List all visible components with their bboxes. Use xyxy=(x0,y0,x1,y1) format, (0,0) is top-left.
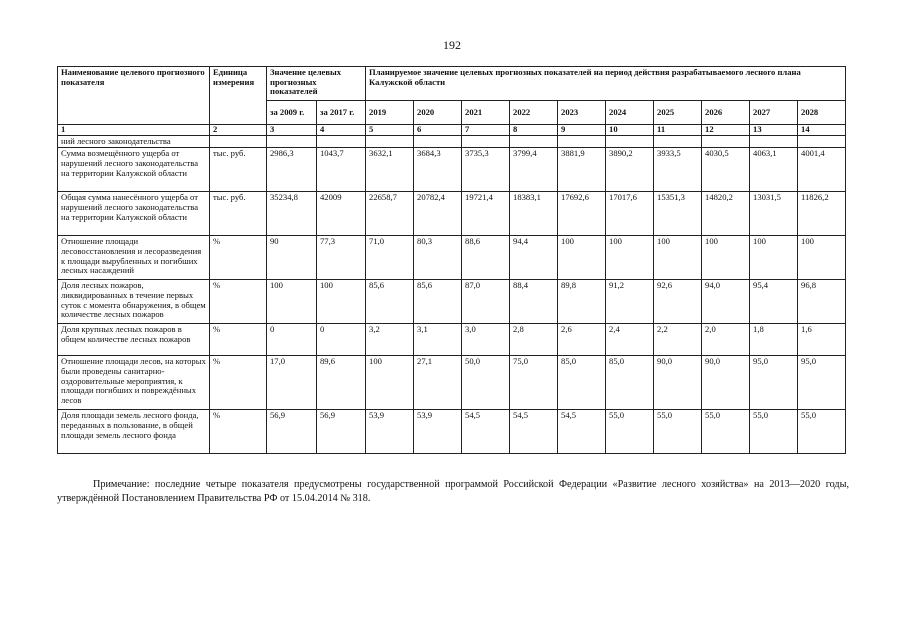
table-row xyxy=(58,324,846,356)
header-year: 2020 xyxy=(414,101,462,125)
indicator-name: Сумма возмещённого ущерба от нарушений лесного законодательства на территории Калужской области xyxy=(58,148,210,192)
header-year: 2028 xyxy=(798,101,846,125)
column-number: 6 xyxy=(414,125,462,136)
indicator-value: 4063,1 xyxy=(750,148,798,192)
indicator-value: 90 xyxy=(267,236,317,280)
indicator-value: 54,5 xyxy=(462,410,510,454)
indicator-value: 55,0 xyxy=(702,410,750,454)
indicator-value: 89,8 xyxy=(558,280,606,324)
indicator-value: 53,9 xyxy=(366,410,414,454)
indicator-name: Доля площади земель лесного фонда, переданных в пользование, в общей площади земель лесного фонда xyxy=(58,410,210,454)
header-year: 2023 xyxy=(558,101,606,125)
indicator-value: 1043,7 xyxy=(317,148,366,192)
indicator-value: 17692,6 xyxy=(558,192,606,236)
indicator-value: 85,0 xyxy=(606,356,654,410)
continuation-row xyxy=(58,135,846,148)
indicator-value: 2,0 xyxy=(702,324,750,356)
indicator-value: 77,3 xyxy=(317,236,366,280)
indicator-value: 85,0 xyxy=(558,356,606,410)
indicator-value: 1,6 xyxy=(798,324,846,356)
indicator-value: 18383,1 xyxy=(510,192,558,236)
column-number: 7 xyxy=(462,125,510,136)
indicator-value: 53,9 xyxy=(414,410,462,454)
indicator-value: 88,4 xyxy=(510,280,558,324)
indicator-value: 55,0 xyxy=(798,410,846,454)
indicator-value: 50,0 xyxy=(462,356,510,410)
indicator-value: 22658,7 xyxy=(366,192,414,236)
header-year: 2022 xyxy=(510,101,558,125)
indicator-value: 3735,3 xyxy=(462,148,510,192)
indicator-value: 17,0 xyxy=(267,356,317,410)
header-2009: за 2009 г. xyxy=(267,101,317,125)
header-unit: Единица измерения xyxy=(210,67,267,125)
indicator-value: 90,0 xyxy=(654,356,702,410)
indicator-name: Отношение площади лесов, на которых были проведены санитарно-оздоровительные мероприятия, к площади погибших и повреждённых лесов xyxy=(58,356,210,410)
column-number: 9 xyxy=(558,125,606,136)
header-2017: за 2017 г. xyxy=(317,101,366,125)
indicator-value: 100 xyxy=(654,236,702,280)
indicator-value: 54,5 xyxy=(558,410,606,454)
indicator-value: 35234,8 xyxy=(267,192,317,236)
column-number: 14 xyxy=(798,125,846,136)
indicator-value: 85,6 xyxy=(366,280,414,324)
table-row xyxy=(58,410,846,454)
indicator-value: 3933,5 xyxy=(654,148,702,192)
indicator-value: 55,0 xyxy=(654,410,702,454)
indicator-rows xyxy=(58,148,846,454)
indicator-value: 87,0 xyxy=(462,280,510,324)
indicator-value: 2986,3 xyxy=(267,148,317,192)
indicator-value: 1,8 xyxy=(750,324,798,356)
indicator-value: 4030,5 xyxy=(702,148,750,192)
column-number: 10 xyxy=(606,125,654,136)
column-number: 4 xyxy=(317,125,366,136)
indicator-value: 75,0 xyxy=(510,356,558,410)
column-number: 2 xyxy=(210,125,267,136)
indicator-value: 89,6 xyxy=(317,356,366,410)
indicator-value: 90,0 xyxy=(702,356,750,410)
indicator-value: 92,6 xyxy=(654,280,702,324)
column-number: 11 xyxy=(654,125,702,136)
table-row xyxy=(58,280,846,324)
indicator-name: Общая сумма нанесённого ущерба от нарушений лесного законодательства на территории Калужской области xyxy=(58,192,210,236)
indicator-value: 100 xyxy=(267,280,317,324)
indicator-value: 11826,2 xyxy=(798,192,846,236)
header-values-group: Значение целевых прогнозных показателей xyxy=(267,67,366,101)
indicator-value: 88,6 xyxy=(462,236,510,280)
column-number: 3 xyxy=(267,125,317,136)
table-note: Примечание: последние четыре показателя предусмотрены государственной программой Российской Федерации «Развитие лесного хозяйства» на 2013—2020 годы, утверждённой Постановлением Правительства РФ от 15.04.2014 № 318. xyxy=(57,479,849,504)
indicator-value: 100 xyxy=(798,236,846,280)
indicator-unit: тыс. руб. xyxy=(210,148,267,192)
indicator-value: 100 xyxy=(702,236,750,280)
indicator-unit: тыс. руб. xyxy=(210,192,267,236)
indicator-value: 3890,2 xyxy=(606,148,654,192)
indicator-value: 91,2 xyxy=(606,280,654,324)
indicator-name: Отношение площади лесовосстановления и лесоразведения к площади вырубленных и погибших лесных насаждений xyxy=(58,236,210,280)
column-number: 8 xyxy=(510,125,558,136)
indicator-value: 56,9 xyxy=(317,410,366,454)
indicator-value: 100 xyxy=(366,356,414,410)
indicator-value: 55,0 xyxy=(750,410,798,454)
indicator-name: Доля лесных пожаров, ликвидированных в течение первых суток с момента обнаружения, в общем количестве лесных пожаров xyxy=(58,280,210,324)
indicator-value: 20782,4 xyxy=(414,192,462,236)
indicator-value: 100 xyxy=(750,236,798,280)
indicator-unit: % xyxy=(210,356,267,410)
indicator-value: 3799,4 xyxy=(510,148,558,192)
indicator-value: 100 xyxy=(606,236,654,280)
indicator-value: 13031,5 xyxy=(750,192,798,236)
indicator-unit: % xyxy=(210,236,267,280)
indicator-value: 100 xyxy=(317,280,366,324)
forecast-indicators-table xyxy=(57,66,846,454)
indicator-value: 80,3 xyxy=(414,236,462,280)
header-year: 2026 xyxy=(702,101,750,125)
header-year: 2021 xyxy=(462,101,510,125)
page-number: 192 xyxy=(443,38,461,52)
indicator-value: 3881,9 xyxy=(558,148,606,192)
indicator-value: 95,4 xyxy=(750,280,798,324)
table-row xyxy=(58,356,846,410)
indicator-value: 19721,4 xyxy=(462,192,510,236)
indicator-value: 54,5 xyxy=(510,410,558,454)
indicator-value: 96,8 xyxy=(798,280,846,324)
column-number: 13 xyxy=(750,125,798,136)
header-plan-group: Планируемое значение целевых прогнозных показателей на период действия разрабатываемого лесного плана Калужской области xyxy=(366,67,846,101)
indicator-value: 95,0 xyxy=(750,356,798,410)
table-row xyxy=(58,148,846,192)
indicator-value: 85,6 xyxy=(414,280,462,324)
header-year: 2024 xyxy=(606,101,654,125)
header-name: Наименование целевого прогнозного показателя xyxy=(58,67,210,125)
indicator-value: 42009 xyxy=(317,192,366,236)
indicator-value: 2,4 xyxy=(606,324,654,356)
indicator-value: 0 xyxy=(317,324,366,356)
indicator-value: 15351,3 xyxy=(654,192,702,236)
indicator-value: 94,0 xyxy=(702,280,750,324)
indicator-value: 2,2 xyxy=(654,324,702,356)
indicator-unit: % xyxy=(210,324,267,356)
header-year: 2019 xyxy=(366,101,414,125)
indicator-value: 56,9 xyxy=(267,410,317,454)
column-number: 1 xyxy=(58,125,210,136)
header-year: 2027 xyxy=(750,101,798,125)
column-numbers-row xyxy=(58,125,846,136)
indicator-value: 3,0 xyxy=(462,324,510,356)
indicator-value: 3,1 xyxy=(414,324,462,356)
indicator-unit: % xyxy=(210,410,267,454)
header-row-1 xyxy=(58,67,846,101)
indicator-unit: % xyxy=(210,280,267,324)
indicator-value: 0 xyxy=(267,324,317,356)
indicator-value: 3684,3 xyxy=(414,148,462,192)
indicator-value: 3,2 xyxy=(366,324,414,356)
indicator-value: 17017,6 xyxy=(606,192,654,236)
table-row xyxy=(58,192,846,236)
table-row xyxy=(58,236,846,280)
indicator-value: 27,1 xyxy=(414,356,462,410)
indicator-value: 3632,1 xyxy=(366,148,414,192)
indicator-name: Доля крупных лесных пожаров в общем количестве лесных пожаров xyxy=(58,324,210,356)
indicator-value: 2,6 xyxy=(558,324,606,356)
indicator-value: 71,0 xyxy=(366,236,414,280)
column-number: 5 xyxy=(366,125,414,136)
indicator-value: 14820,2 xyxy=(702,192,750,236)
column-number: 12 xyxy=(702,125,750,136)
indicator-value: 94,4 xyxy=(510,236,558,280)
indicator-value: 55,0 xyxy=(606,410,654,454)
continuation-text: ний лесного законодательства xyxy=(58,135,210,148)
header-year: 2025 xyxy=(654,101,702,125)
indicator-value: 95,0 xyxy=(798,356,846,410)
indicator-value: 100 xyxy=(558,236,606,280)
indicator-value: 2,8 xyxy=(510,324,558,356)
indicator-value: 4001,4 xyxy=(798,148,846,192)
